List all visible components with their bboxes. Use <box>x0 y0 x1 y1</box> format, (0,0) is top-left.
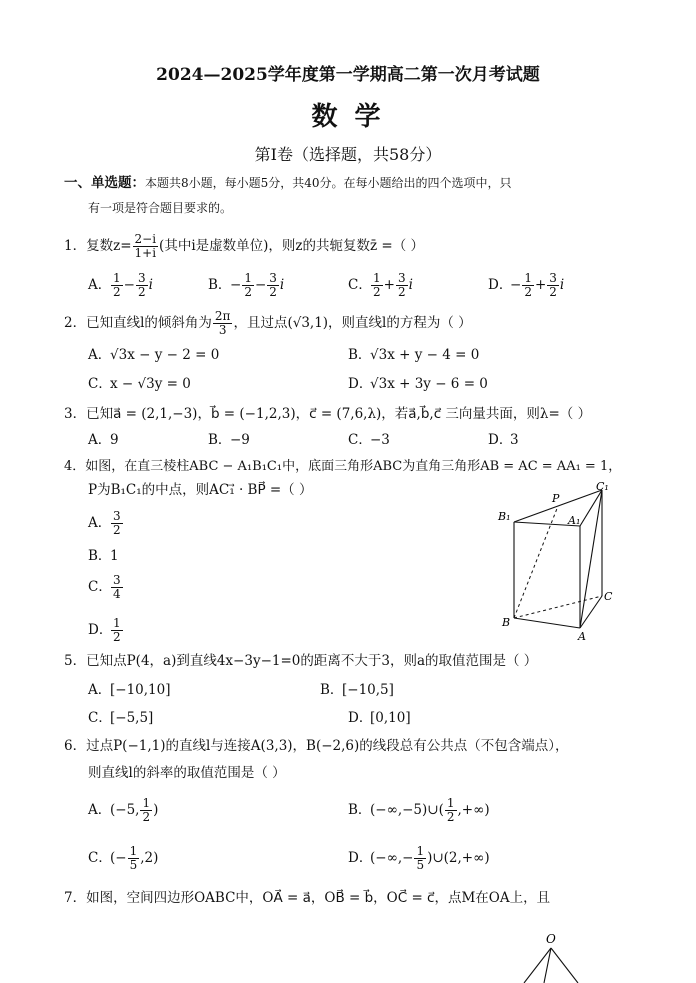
numerator: 1 <box>373 271 381 285</box>
denominator: 2 <box>373 285 381 299</box>
q3-option-c[interactable] <box>348 431 390 449</box>
option-label: C． <box>88 710 112 726</box>
edge-ac <box>580 596 602 628</box>
q2-option-a[interactable] <box>88 346 219 364</box>
label-a1: A₁ <box>568 514 581 527</box>
option-label: C． <box>88 579 112 595</box>
fraction <box>140 797 152 824</box>
label-b: B <box>502 616 511 629</box>
fraction <box>414 845 426 872</box>
q6-option-d[interactable] <box>348 840 490 876</box>
sign: − <box>230 277 242 293</box>
interval-end: ,2) <box>140 850 159 866</box>
option-text: −9 <box>230 432 250 448</box>
option-text: [−10,10] <box>110 682 171 698</box>
denominator: 2 <box>137 285 146 299</box>
option-text: 9 <box>110 432 119 448</box>
label-c: C <box>604 590 613 603</box>
option-text: [0,10] <box>370 710 411 726</box>
denominator: 3 <box>218 323 227 337</box>
sign: − <box>510 277 522 293</box>
option-label: A． <box>88 802 112 818</box>
q3-option-a[interactable] <box>88 431 119 449</box>
option-label: D． <box>348 376 373 392</box>
exam-title: 2024—2025学年度第一学期高二第一次月考试题 <box>156 65 540 85</box>
option-label: D． <box>88 622 113 638</box>
numerator: 1 <box>113 616 121 630</box>
q1-stem-b: (其中i是虚数单位)，则z的共轭复数z̄ =（ ） <box>159 238 425 254</box>
q2-stem-a: 2．已知直线l的倾斜角为 <box>64 315 212 331</box>
label-p: P <box>552 492 560 505</box>
option-label: C． <box>88 850 112 866</box>
q4-option-c[interactable] <box>88 570 124 604</box>
interval-end: ,+∞) <box>457 802 490 818</box>
question-4-stem-line1: 4．如图，在直三棱柱ABC − A₁B₁C₁中，底面三角形ABC为直角三角形AB = AC = AA₁ = 1， <box>64 459 622 474</box>
numerator: 3 <box>113 573 121 587</box>
option-label: A． <box>88 277 112 293</box>
q3-option-b[interactable] <box>208 431 250 449</box>
interval-start: (−∞,− <box>370 850 414 866</box>
denominator: 4 <box>113 587 121 601</box>
operator: + <box>534 277 547 293</box>
option-text: √3x − y − 2 = 0 <box>110 347 220 363</box>
q6-option-b[interactable] <box>348 792 490 828</box>
numerator: 1 <box>142 796 151 810</box>
q1-option-b[interactable] <box>208 268 284 302</box>
denominator: 5 <box>416 858 425 872</box>
numerator: 3 <box>397 271 406 285</box>
numerator: 1 <box>416 844 425 858</box>
option-text: √3x + y − 4 = 0 <box>370 347 480 363</box>
fraction <box>445 797 457 824</box>
question-1-stem <box>64 226 424 266</box>
part1-instructions <box>64 174 512 192</box>
fraction <box>128 845 140 872</box>
option-label: A． <box>88 682 112 698</box>
denominator: 2 <box>113 630 121 644</box>
question-6-stem-line2: 则直线l的斜率的取值范围是（ ） <box>88 765 286 781</box>
option-text: 1 <box>110 548 119 564</box>
numerator: 1 <box>129 844 138 858</box>
tetrahedron-figure <box>516 928 588 983</box>
denominator: 2 <box>397 285 406 299</box>
label-b1: B₁ <box>498 510 511 523</box>
interval-start: (−5, <box>110 802 140 818</box>
option-text: x − √3y = 0 <box>110 376 191 392</box>
imag-unit: i <box>408 277 413 293</box>
option-label: B． <box>208 277 232 293</box>
option-label: D． <box>488 432 513 448</box>
q5-option-c[interactable] <box>88 709 153 727</box>
option-label: B． <box>348 802 372 818</box>
question-6-stem-line1: 6．过点P(−1,1)的直线l与连接A(3,3)，B(−2,6)的线段总有公共点（不包含端点）， <box>64 738 569 754</box>
q2-option-d[interactable] <box>348 375 488 393</box>
numerator: 3 <box>549 271 557 285</box>
question-5-stem: 5．已知点P(4，a)到直线4x−3y−1=0的距离不大于3，则a的取值范围是（ ） <box>64 653 538 669</box>
fraction <box>267 272 279 299</box>
option-text: −3 <box>370 432 390 448</box>
interval-end: )∪(2,+∞) <box>427 850 490 866</box>
numerator: 1 <box>113 271 121 285</box>
edge-ba <box>514 618 580 628</box>
denominator: 2 <box>142 810 151 824</box>
fraction <box>242 272 254 299</box>
denominator: 2 <box>244 285 252 299</box>
q1-stem-a: 1．复数z= <box>64 238 132 254</box>
option-label: C． <box>348 432 372 448</box>
q2-option-c[interactable] <box>88 375 191 393</box>
q6-option-a[interactable] <box>88 792 158 828</box>
option-label: B． <box>320 682 344 698</box>
part1-instructions-line2: 有一项是符合题目要求的。 <box>88 201 233 215</box>
subject-title: 数 学 <box>311 102 385 132</box>
operator: − <box>123 277 135 293</box>
option-text: [−5,5] <box>110 710 154 726</box>
q1-option-a[interactable] <box>88 268 153 302</box>
numerator: 1 <box>524 271 532 285</box>
part1-heading: 一、单选题： <box>64 175 145 191</box>
fraction <box>136 272 148 299</box>
q4-option-a[interactable] <box>88 506 124 540</box>
numerator: 3 <box>137 271 146 285</box>
option-label: B． <box>88 548 112 564</box>
q2-fraction <box>213 310 233 337</box>
fraction <box>111 574 123 601</box>
numerator: 1 <box>446 796 455 810</box>
interval-end: ) <box>153 802 159 818</box>
operator: + <box>383 277 395 293</box>
numerator: 3 <box>113 509 121 523</box>
option-label: C． <box>88 376 112 392</box>
fraction <box>111 617 123 644</box>
q1-option-c[interactable] <box>348 268 413 302</box>
option-label: A． <box>88 432 112 448</box>
denominator: 5 <box>129 858 138 872</box>
question-7-stem: 7．如图，空间四边形OABC中，OA⃗ = a⃗，OB⃗ = b⃗，OC⃗ = c⃗，点M在OA上，且 <box>64 890 551 906</box>
fraction <box>522 272 534 299</box>
option-label: C． <box>348 277 372 293</box>
option-label: D． <box>348 710 373 726</box>
interval-start: (−∞,−5)∪( <box>370 802 444 818</box>
denominator: 2 <box>113 523 121 537</box>
fraction <box>111 510 123 537</box>
option-text: √3x + 3y − 6 = 0 <box>370 376 488 392</box>
option-label: D． <box>488 277 513 293</box>
label-o: O <box>546 932 556 946</box>
imag-unit: i <box>559 277 565 293</box>
denominator: 2 <box>446 810 455 824</box>
label-a: A <box>578 630 586 643</box>
prism-figure <box>492 478 632 646</box>
question-4-stem-line2: P为B₁C₁的中点，则AC₁⃗ · BP⃗ =（ ） <box>88 482 313 498</box>
q5-option-d[interactable] <box>348 709 411 727</box>
option-label: B． <box>208 432 232 448</box>
imag-unit: i <box>148 277 153 293</box>
q5-option-a[interactable] <box>88 681 171 699</box>
segment-ac1 <box>580 490 602 628</box>
denominator: 2 <box>113 285 121 299</box>
numerator: 3 <box>269 271 277 285</box>
numerator: 1 <box>244 271 252 285</box>
denominator: 2 <box>269 285 277 299</box>
option-label: A． <box>88 515 112 531</box>
part1-instructions-line1: 本题共8小题，每小题5分，共40分。在每小题给出的四个选项中，只 <box>145 176 512 190</box>
question-2-stem <box>64 305 472 341</box>
option-label: D． <box>348 850 373 866</box>
q2-stem-b: ，且过点(√3,1)，则直线l的方程为（ ） <box>233 315 472 331</box>
numerator: 2π <box>214 309 231 323</box>
q1-option-d[interactable] <box>488 268 564 302</box>
option-label: B． <box>348 347 372 363</box>
q5-option-b[interactable] <box>320 681 394 699</box>
q1-num: 2−i <box>134 232 157 246</box>
option-text: 3 <box>510 432 519 448</box>
fraction <box>111 272 123 299</box>
interval-start: (− <box>110 850 127 866</box>
fraction <box>547 272 559 299</box>
fraction <box>396 272 408 299</box>
q2-option-b[interactable] <box>348 346 479 364</box>
q4-option-b[interactable] <box>88 547 119 565</box>
q4-option-d[interactable] <box>88 613 124 647</box>
q1-fraction <box>133 233 159 260</box>
operator: − <box>254 277 267 293</box>
denominator: 2 <box>549 285 557 299</box>
question-3-stem: 3．已知a⃗ = (2,1,−3)，b⃗ = (−1,2,3)，c⃗ = (7,6,λ)，若a⃗,b⃗,c⃗ 三向量共面，则λ=（ ） <box>64 406 592 422</box>
imag-unit: i <box>279 277 285 293</box>
label-c1: C₁ <box>596 480 609 493</box>
fraction <box>371 272 383 299</box>
q3-option-d[interactable] <box>488 431 519 449</box>
section-title: 第Ⅰ卷（选择题，共58分） <box>254 145 442 164</box>
option-text: [−10,5] <box>342 682 394 698</box>
q6-option-c[interactable] <box>88 840 158 876</box>
edge-oc <box>551 948 578 983</box>
q1-den: 1+i <box>134 246 157 260</box>
option-label: A． <box>88 347 112 363</box>
denominator: 2 <box>524 285 532 299</box>
